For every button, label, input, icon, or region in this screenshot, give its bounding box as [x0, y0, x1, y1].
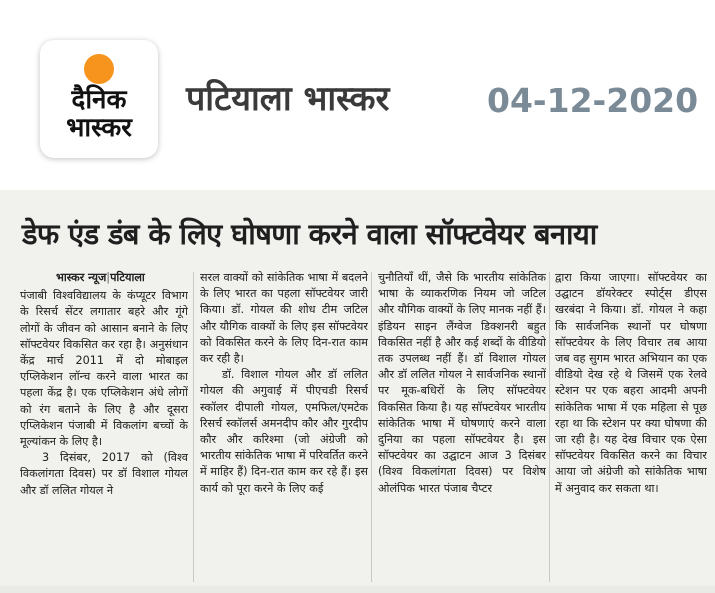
column-divider [549, 272, 550, 582]
article-column-3 [378, 270, 546, 585]
paragraph: द्वारा किया जाएगा। सॉफ्टवेयर का उद्घाटन डॉयरेक्टर स्पोर्ट्स डीएस खरबंदा ने किया। डॉ. गोयल ने कहा कि सार्वजनिक स्थानों पर घोषणा सॉफ्टवेयर के लिए विचार तब आया जब वह सुगम भारत अभियान का एक वीडियो देख रहे थे जिसमें एक रेलवे स्टेशन पर एक बहरा आदमी अपनी सांकेतिक भाषा में एक महिला से पूछ रहा था कि स्टेशन पर क्या घोषणा की जा रही है। यह देख विचार एक ऐसा सॉफ्टवेयर विकसित करने का विचार आया जो अंग्रेजी को सांकेतिक भाषा में अनुवाद कर सकता था। [555, 271, 707, 495]
paragraph: डॉ. विशाल गोयल और डॉ ललित गोयल की अगुवाई में पीएचडी रिसर्च स्कॉलर दीपाली गोयल, एमफिल/एमटेक रिसर्च स्कॉलर्स अमनदीप कौर और गुरदीप कौर और करिश्मा (जो अंग्रेजी को भारतीय सांकेतिक भाषा में परिवर्तित करने में माहिर हैं) दिन-रात काम कर रहे हैं। इस कार्य को पूरा करने के लिए कई [200, 368, 368, 495]
article-column-1 [20, 270, 188, 585]
sun-icon [84, 54, 114, 84]
header-band [0, 0, 715, 190]
byline-city: पटियाला [110, 271, 145, 284]
paragraph: सरल वाक्यों को सांकेतिक भाषा में बदलने के लिए भारत का पहला सॉफ्टवेयर जारी किया। डॉ. गोयल की शोध टीम जटिल और यौगिक वाक्यों के लिए इस सॉफ्टवेयर को विकसित करने के लिए दिन-रात काम कर रही है। [200, 271, 368, 366]
column-divider [371, 272, 372, 582]
clipping-bottom-edge [0, 586, 715, 593]
logo-text-line2: भास्कर [66, 113, 132, 143]
article-headline: डेफ एंड डंब के लिए घोषणा करने वाला सॉफ्टवेयर बनाया [22, 217, 597, 251]
newspaper-logo [40, 40, 158, 158]
paragraph: चुनौतियाँ थीं, जैसे कि भारतीय सांकेतिक भाषा के व्याकरणिक नियम जो जटिल और यौगिक वाक्यों के लिए मानक नहीं हैं। इंडियन साइन लैंग्वेज डिक्शनरी बहुत विकसित नहीं है और कई शब्दों के वीडियो तक उपलब्ध नहीं हैं। डॉ विशाल गोयल और डॉ ललित गोयल ने सार्वजनिक स्थानों पर मूक-बधिरों के लिए सॉफ्टवेयर विकसित किया है। यह सॉफ्टवेयर भारतीय सांकेतिक भाषा में घोषणाएं करने वाला दुनिया का पहला सॉफ्टवेयर है। इस सॉफ्टवेयर का उद्घाटन आज 3 दिसंबर (विश्व विकलांगता दिवस) पर विशेष ओलंपिक भारत पंजाब चैप्टर [378, 271, 546, 495]
edition-title: पटियाला भास्कर [186, 79, 390, 119]
byline-separator: | [106, 271, 111, 284]
byline-source: भास्कर न्यूज [56, 271, 107, 284]
article-column-4 [555, 270, 707, 585]
paragraph: 3 दिसंबर, 2017 को (विश्व विकलांगता दिवस) पर डॉ विशाल गोयल और डॉ ललित गोयल ने [20, 451, 188, 497]
paragraph: पंजाबी विश्वविद्यालय के कंप्यूटर विभाग के रिसर्च सेंटर लगातार बहरे और गूंगे लोगों के जीवन को आसान बनाने के लिए सॉफ्टवेयर विकसित कर रहा है। अनुसंधान केंद्र मार्च 2011 में दो मोबाइल एप्लिकेशन लॉन्च करने वाला भारत का पहला केंद्र है। एक एप्लिकेशन अंधे लोगों को रंग बताने के लिए है और दूसरा एप्लिकेशन पंजाबी में विकलांग बच्चों के मूल्यांकन के लिए है। [20, 289, 188, 449]
logo-text-line1: दैनिक [71, 85, 127, 115]
byline [56, 270, 188, 286]
publication-date: 04-12-2020 [487, 81, 699, 120]
article-column-2 [200, 270, 368, 585]
column-divider [193, 272, 194, 582]
